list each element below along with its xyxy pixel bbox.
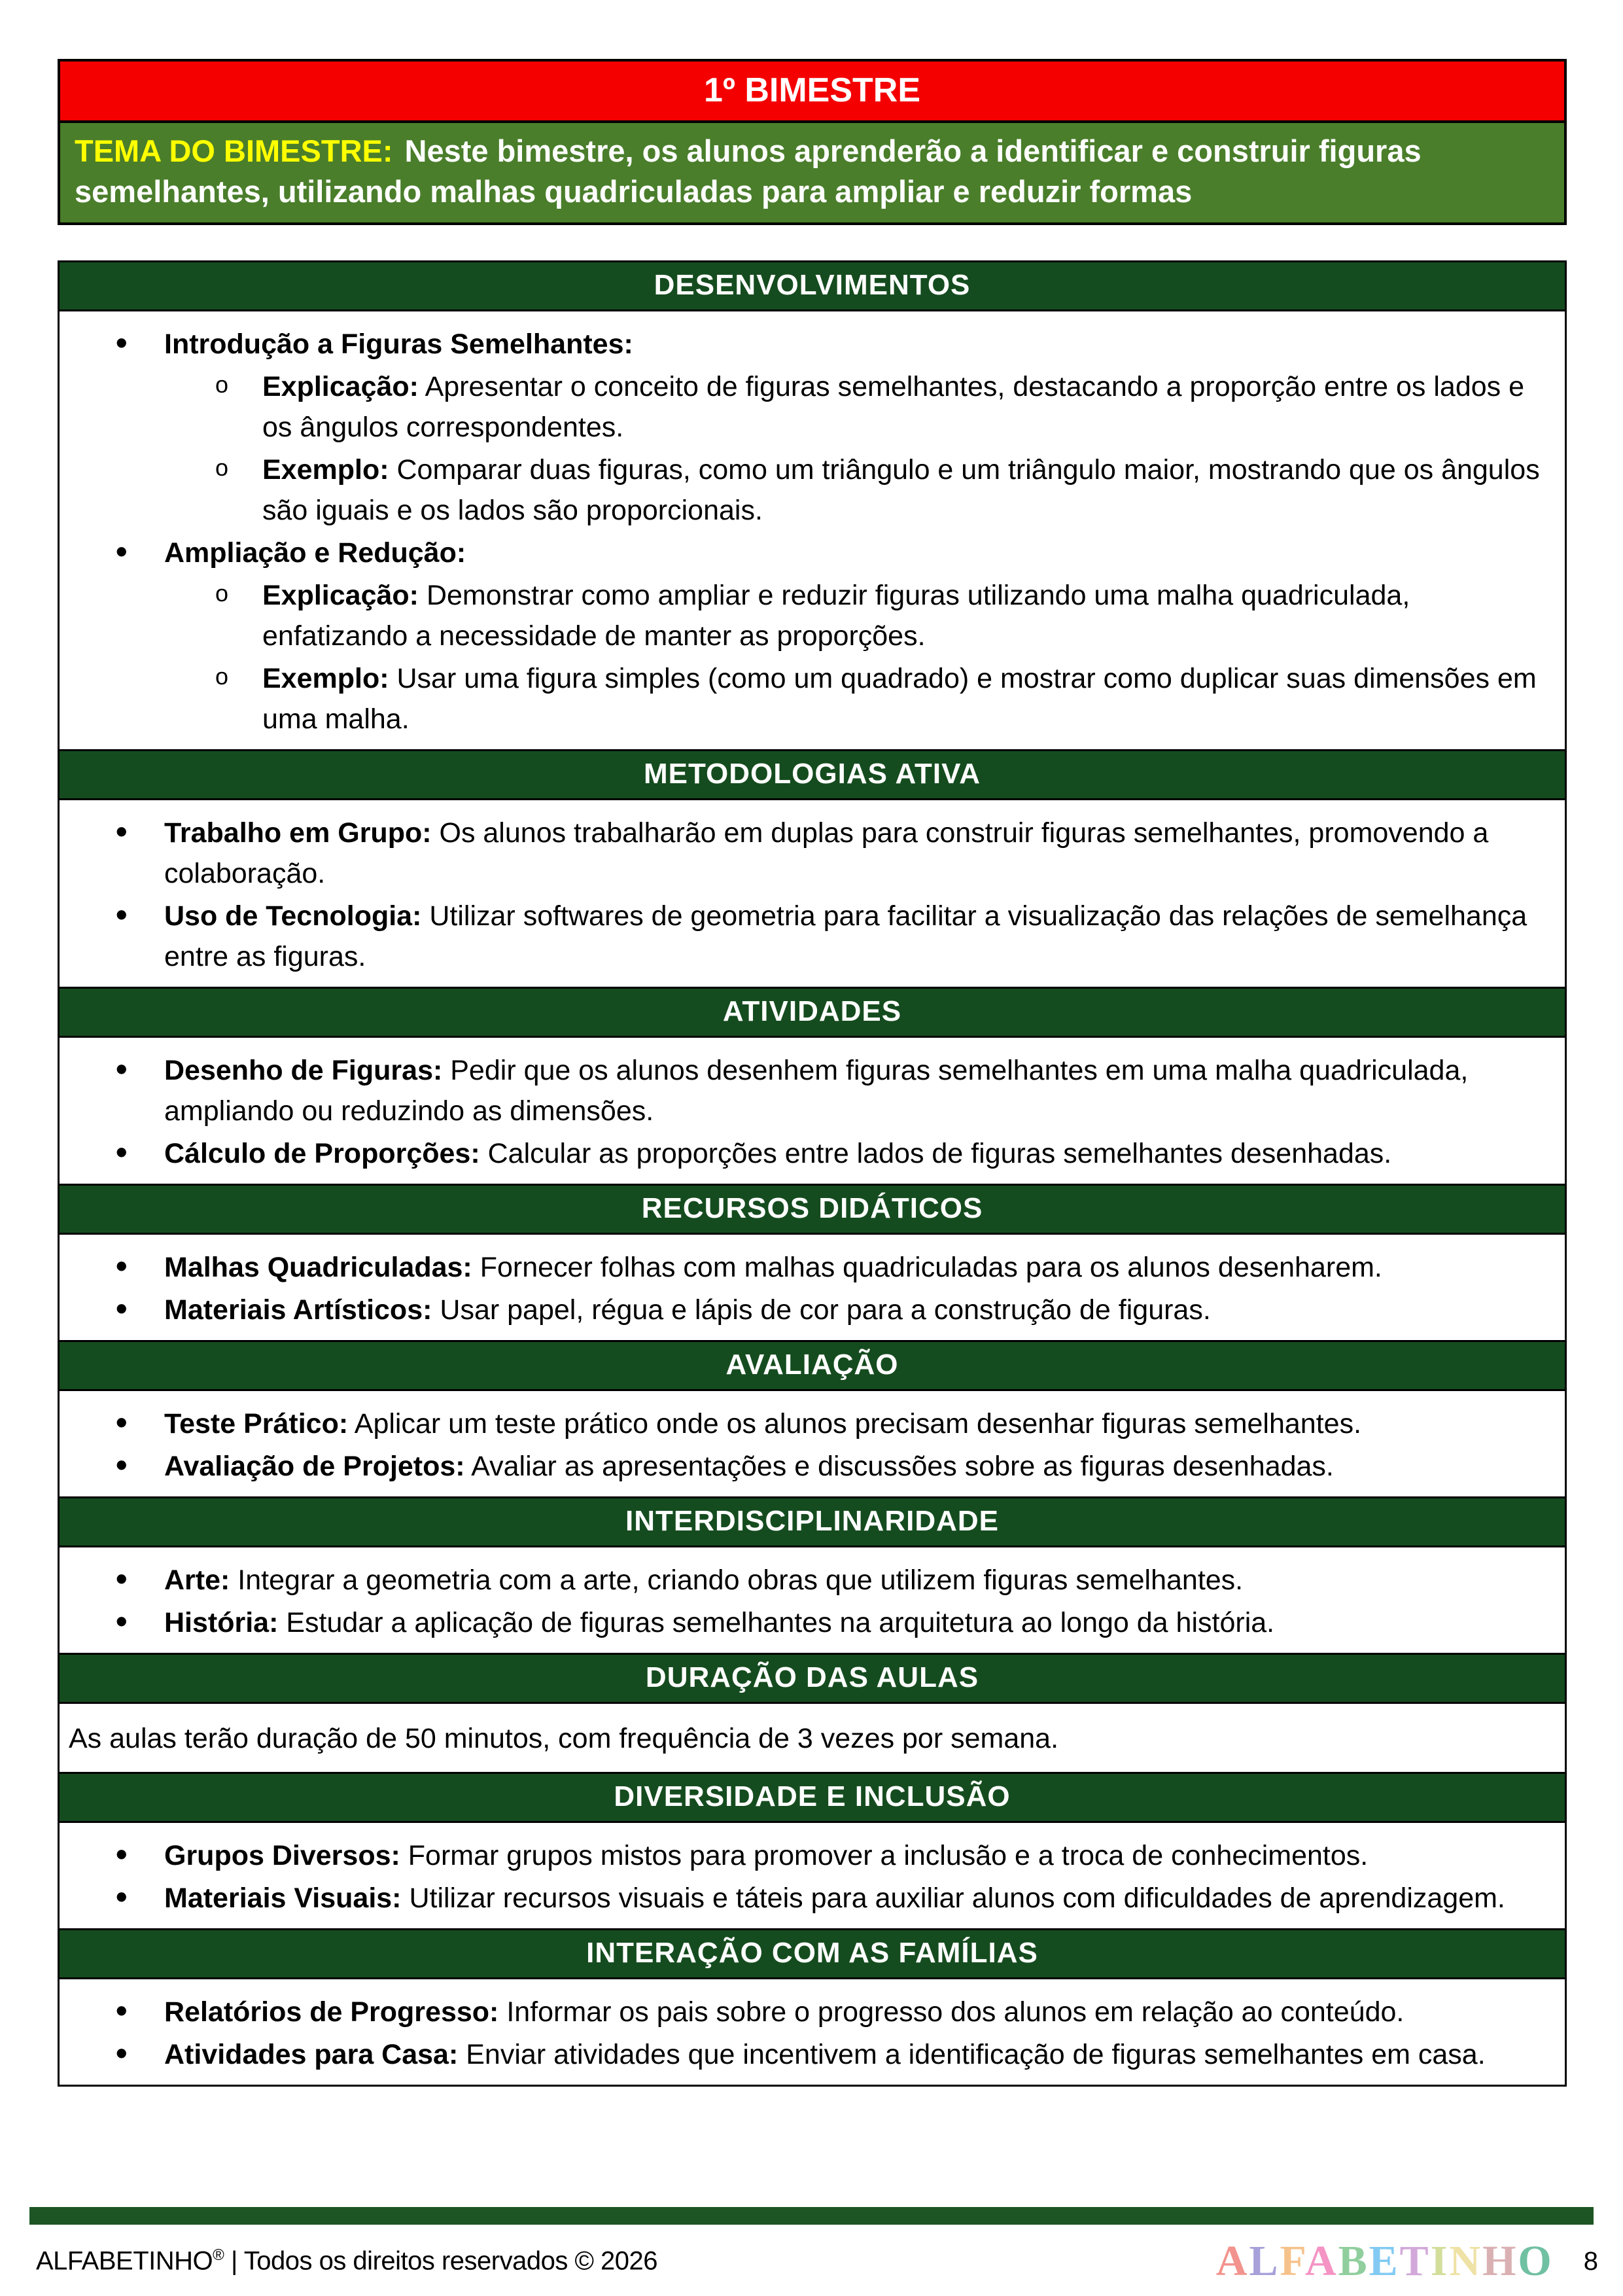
section-title: INTERDISCIPLINARIDADE (625, 1505, 1000, 1537)
item-text: Avaliar as apresentações e discussões sobre as figuras desenhadas. (471, 1451, 1334, 1482)
list-item (60, 813, 1548, 894)
list-item (60, 1247, 1548, 1288)
section-content-atividades (60, 1038, 1565, 1184)
section-content-duracao (60, 1704, 1565, 1772)
list-item (164, 575, 1548, 656)
section-title: INTERAÇÃO COM AS FAMÍLIAS (586, 1937, 1038, 1969)
logo-letter: E (1369, 2237, 1400, 2285)
item-label: Explicação: (262, 580, 419, 611)
item-label: Arte: (164, 1564, 230, 1596)
paragraph: As aulas terão duração de 50 minutos, com frequência de 3 vezes por semana. (69, 1723, 1059, 1754)
list-item (60, 1446, 1548, 1487)
item-label: Materiais Artísticos: (164, 1294, 432, 1326)
item-label: Teste Prático: (164, 1408, 349, 1439)
section-content-recursos (60, 1235, 1565, 1340)
bimestre-title: 1º BIMESTRE (703, 71, 921, 109)
bimestre-title-bar (60, 62, 1564, 120)
item-text: Usar uma figura simples (como um quadrado) e mostrar como duplicar suas dimensões em uma malha. (262, 663, 1537, 735)
item-text: Os alunos trabalharão em duplas para construir figuras semelhantes, promovendo a colaboração. (164, 817, 1489, 889)
item-text: Utilizar softwares de geometria para facilitar a visualização das relações de semelhança entre as figuras. (164, 900, 1527, 972)
list-item (164, 366, 1548, 448)
item-label: Relatórios de Progresso: (164, 1996, 499, 2028)
logo-letter: I (1430, 2237, 1450, 2285)
bullet-list (60, 1247, 1548, 1330)
list-item (60, 1835, 1548, 1876)
list-item (60, 1290, 1548, 1330)
footer-divider-bar (29, 2207, 1594, 2225)
item-label: Avaliação de Projetos: (164, 1451, 465, 1482)
item-label: Materiais Visuais: (164, 1882, 402, 1914)
list-item (60, 2034, 1548, 2075)
section-header-duracao (60, 1653, 1565, 1704)
list-item (60, 1602, 1548, 1643)
section-title: ATIVIDADES (722, 995, 902, 1027)
bullet-list (60, 813, 1548, 977)
section-header-diversidade (60, 1772, 1565, 1823)
section-header-atividades (60, 987, 1565, 1038)
section-content-desenvolvimentos (60, 311, 1565, 749)
item-text: Formar grupos mistos para promover a inclusão e a troca de conhecimentos. (408, 1840, 1369, 1871)
section-header-avaliacao (60, 1340, 1565, 1391)
section-title: AVALIAÇÃO (725, 1349, 899, 1381)
logo-letter: O (1518, 2237, 1554, 2285)
item-label: Desenho de Figuras: (164, 1055, 443, 1086)
sub-bullet-list (164, 366, 1548, 531)
bullet-list (60, 324, 1548, 739)
list-item (60, 1050, 1548, 1131)
theme-text: Neste bimestre, os alunos aprenderão a identificar e construir figuras semelhantes, utilizando malhas quadriculadas para ampliar e reduzir formas (75, 133, 1422, 209)
item-label: Trabalho em Grupo: (164, 817, 432, 849)
theme-label: TEMA DO BIMESTRE: (75, 133, 393, 168)
list-item (60, 1404, 1548, 1444)
item-text: Estudar a aplicação de figuras semelhantes na arquitetura ao longo da história. (286, 1607, 1275, 1638)
item-text: Usar papel, régua e lápis de cor para a construção de figuras. (440, 1294, 1211, 1326)
bimestre-header-box (58, 59, 1567, 225)
footer (36, 2236, 1598, 2286)
section-title: METODOLOGIAS ATIVA (643, 758, 981, 790)
item-label: Ampliação e Redução: (164, 537, 466, 569)
logo-letter: A (1215, 2237, 1249, 2285)
item-label: Cálculo de Proporções: (164, 1138, 480, 1169)
section-title: DESENVOLVIMENTOS (654, 269, 971, 301)
section-title: DIVERSIDADE E INCLUSÃO (614, 1780, 1011, 1812)
item-label: Atividades para Casa: (164, 2039, 459, 2070)
bullet-list (60, 1050, 1548, 1174)
logo-letter: F (1280, 2237, 1305, 2285)
section-title: RECURSOS DIDÁTICOS (641, 1192, 983, 1224)
item-label: Exemplo: (262, 663, 389, 694)
item-label: História: (164, 1607, 279, 1638)
item-text: Demonstrar como ampliar e reduzir figuras utilizando uma malha quadriculada, enfatizando a necessidade de manter as proporções. (262, 580, 1410, 652)
bullet-list (60, 1404, 1548, 1487)
plan-table (58, 260, 1567, 2087)
section-header-interdisciplinaridade (60, 1496, 1565, 1547)
item-label: Grupos Diversos: (164, 1840, 400, 1871)
alfabetinho-logo (1216, 2236, 1554, 2286)
page-number: 8 (1583, 2246, 1598, 2276)
item-text: Apresentar o conceito de figuras semelhantes, destacando a proporção entre os lados e os ângulos correspondentes. (262, 371, 1525, 443)
bullet-list (60, 1835, 1548, 1918)
logo-letter: B (1338, 2237, 1369, 2285)
logo-letter: L (1249, 2237, 1280, 2285)
list-item (60, 1992, 1548, 2032)
list-item (60, 533, 1548, 739)
list-item (60, 1560, 1548, 1600)
item-label: Explicação: (262, 371, 419, 402)
item-text: Calcular as proporções entre lados de figuras semelhantes desenhadas. (487, 1138, 1392, 1169)
bullet-list (60, 1560, 1548, 1643)
section-header-metodologias (60, 749, 1565, 800)
section-content-interdisciplinaridade (60, 1547, 1565, 1653)
item-label: Exemplo: (262, 454, 389, 486)
list-item (60, 1133, 1548, 1174)
section-content-avaliacao (60, 1391, 1565, 1496)
item-text: Integrar a geometria com a arte, criando obras que utilizem figuras semelhantes. (237, 1564, 1244, 1596)
footer-rights: | Todos os direitos reservados © 2026 (230, 2246, 658, 2276)
theme-bar (60, 120, 1564, 222)
footer-copyright (36, 2246, 657, 2276)
footer-brand: ALFABETINHO (36, 2246, 213, 2276)
section-header-desenvolvimentos (60, 262, 1565, 311)
section-header-familias (60, 1928, 1565, 1979)
logo-letter: A (1304, 2237, 1338, 2285)
section-content-familias (60, 1979, 1565, 2085)
bullet-list (60, 1992, 1548, 2075)
list-item (60, 1878, 1548, 1918)
section-content-diversidade (60, 1823, 1565, 1928)
item-text: Comparar duas figuras, como um triângulo e um triângulo maior, mostrando que os ângulos são iguais e os lados são proporcionais. (262, 454, 1540, 526)
list-item (60, 324, 1548, 531)
item-text: Enviar atividades que incentivem a identificação de figuras semelhantes em casa. (466, 2039, 1486, 2070)
section-title: DURAÇÃO DAS AULAS (645, 1661, 979, 1693)
list-item (164, 658, 1548, 739)
section-header-recursos (60, 1184, 1565, 1235)
item-text: Aplicar um teste prático onde os alunos precisam desenhar figuras semelhantes. (354, 1408, 1362, 1439)
logo-letter: N (1449, 2237, 1483, 2285)
logo-letter: T (1399, 2237, 1431, 2285)
item-text: Informar os pais sobre o progresso dos alunos em relação ao conteúdo. (506, 1996, 1405, 2028)
sub-bullet-list (164, 575, 1548, 739)
item-label: Introdução a Figuras Semelhantes: (164, 328, 633, 360)
registered-mark: ® (213, 2246, 224, 2265)
list-item (60, 896, 1548, 977)
section-content-metodologias (60, 800, 1565, 987)
item-label: Malhas Quadriculadas: (164, 1252, 472, 1283)
item-text: Utilizar recursos visuais e táteis para auxiliar alunos com dificuldades de aprendizagem. (409, 1882, 1505, 1914)
item-text: Fornecer folhas com malhas quadriculadas para os alunos desenharem. (480, 1252, 1382, 1283)
logo-letter: H (1482, 2237, 1518, 2285)
list-item (164, 450, 1548, 531)
item-text: Pedir que os alunos desenhem figuras semelhantes em uma malha quadriculada, ampliando ou reduzindo as dimensões. (164, 1055, 1469, 1127)
footer-right (1216, 2236, 1598, 2286)
item-label: Uso de Tecnologia: (164, 900, 422, 932)
